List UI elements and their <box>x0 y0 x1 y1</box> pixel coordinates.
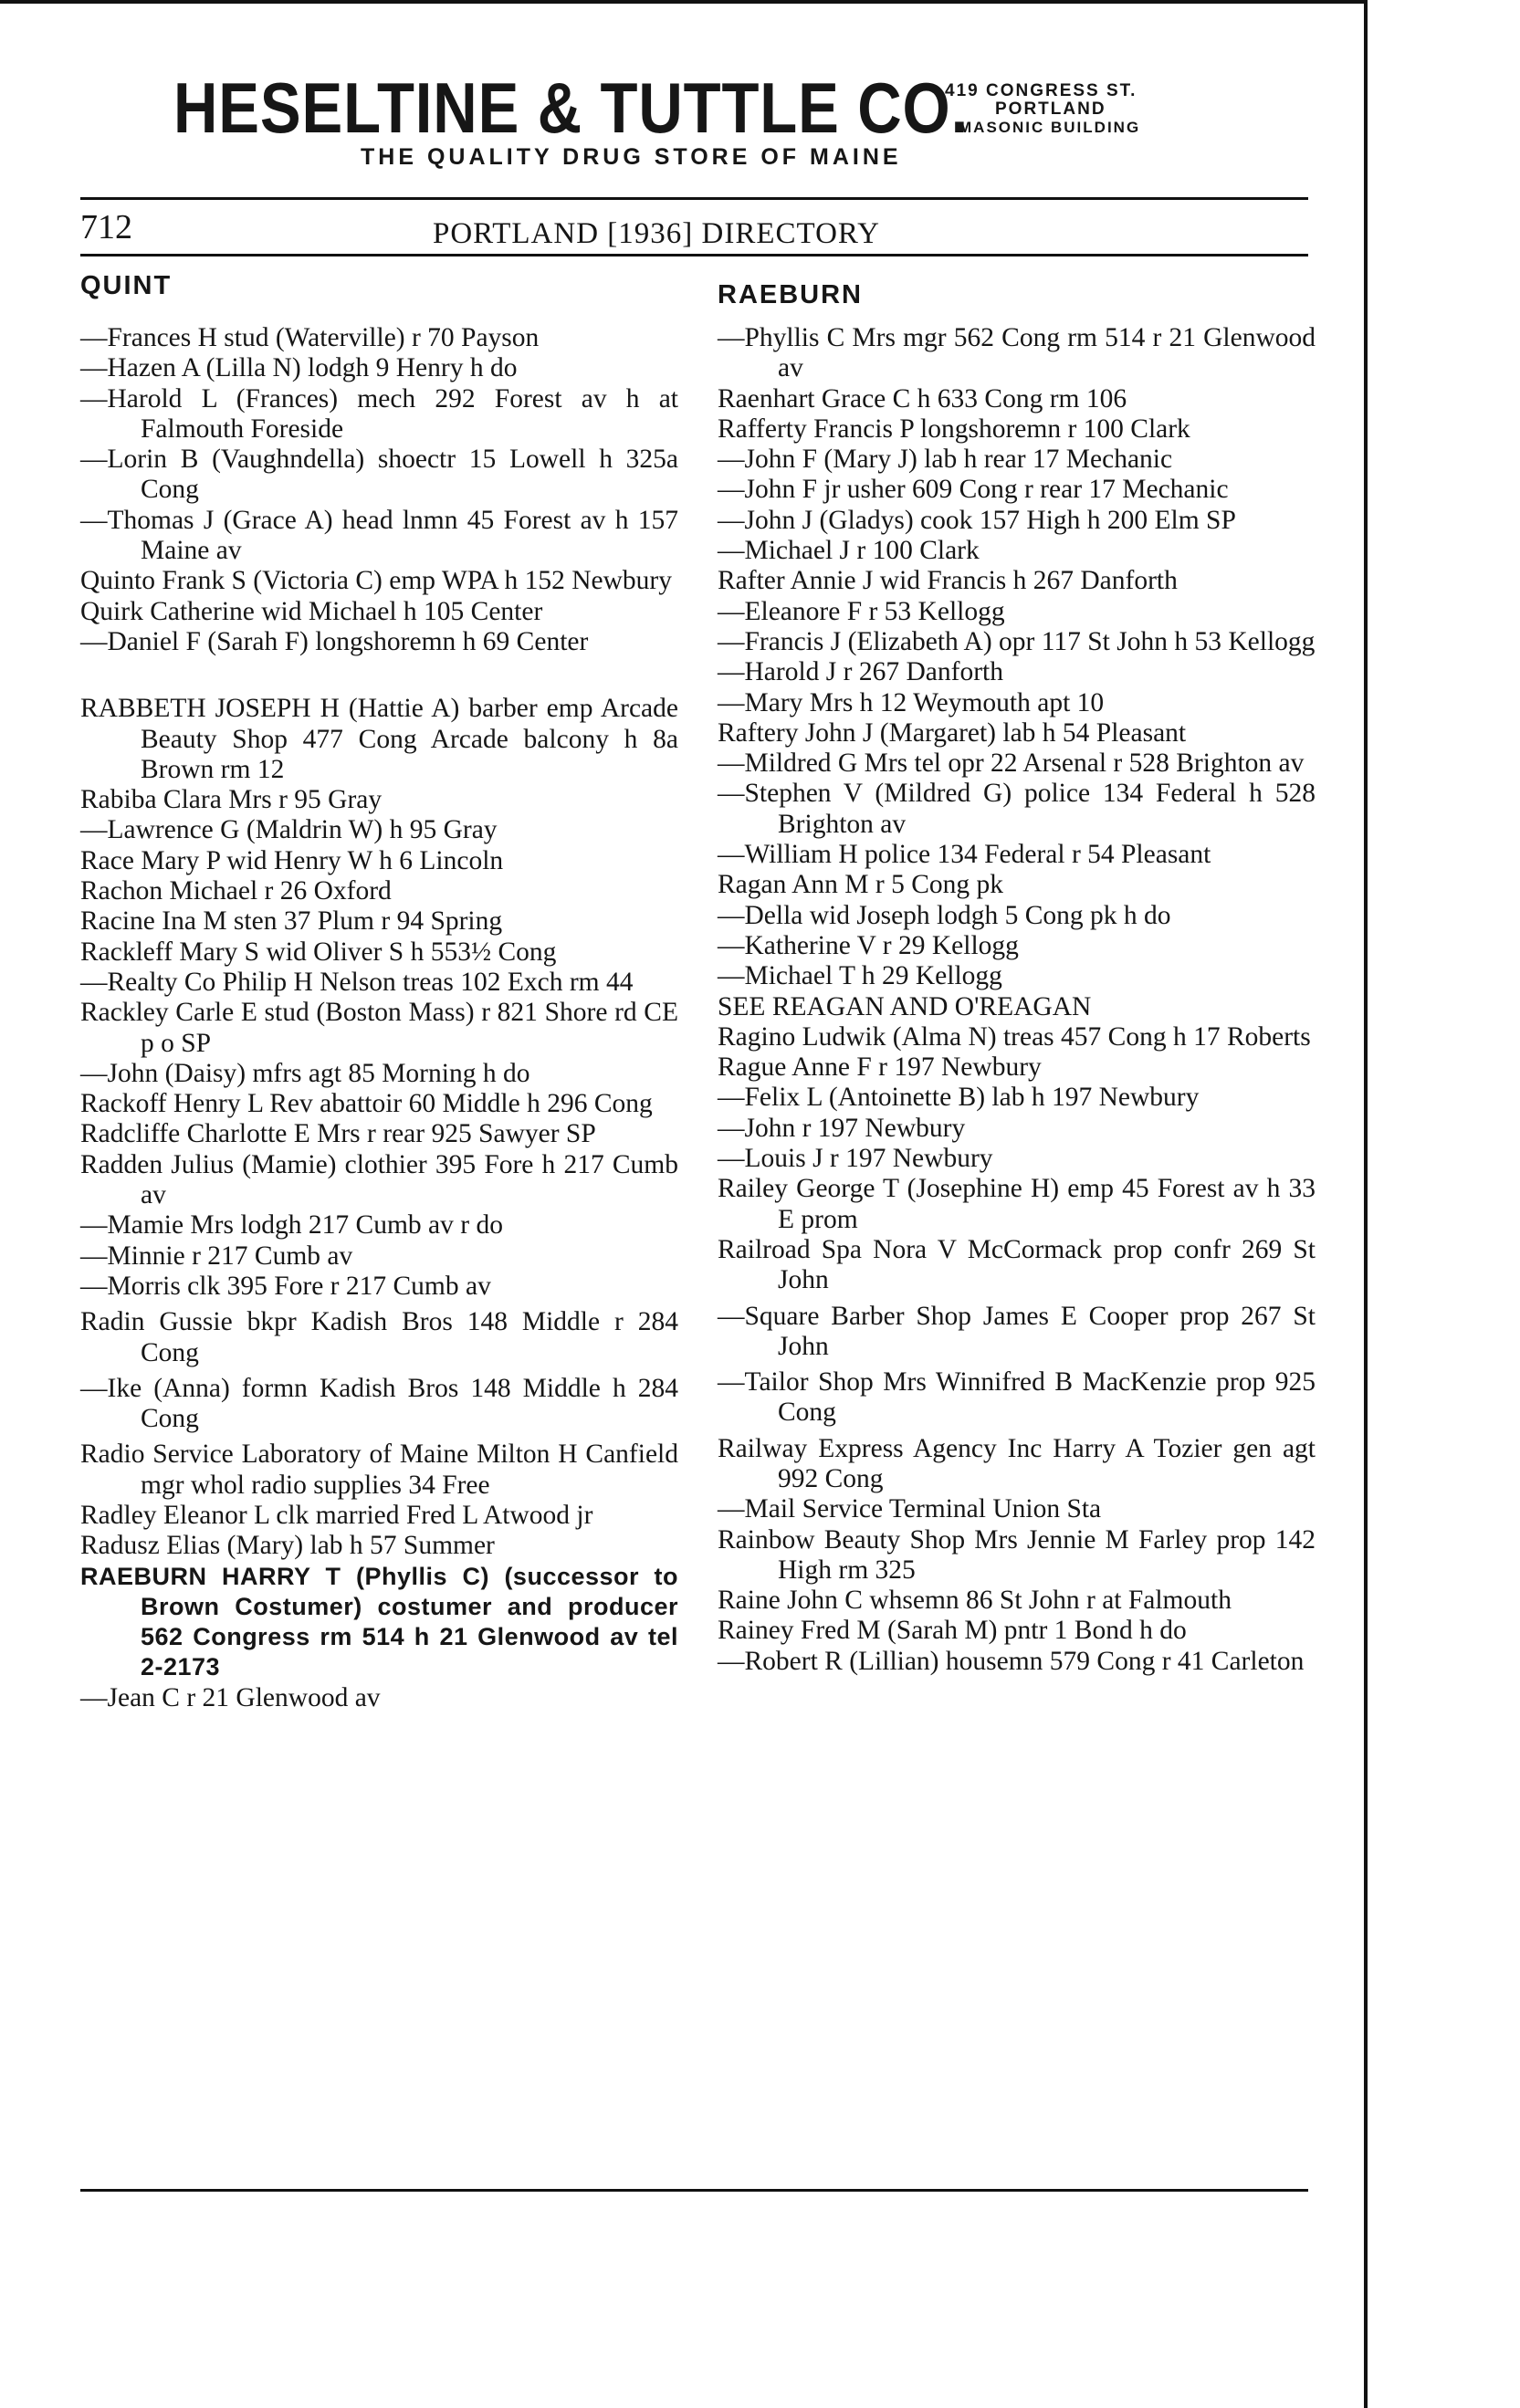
directory-entry: RABBETH JOSEPH H (Hattie A) barber emp Arcade Beauty Shop 477 Cong Arcade balcony h 8a Brown rm 12 <box>80 694 678 784</box>
directory-entry: —Ike (Anna) formn Kadish Bros 148 Middle h 284 Cong <box>80 1373 678 1434</box>
directory-entry: —Minnie r 217 Cumb av <box>80 1241 353 1271</box>
directory-entry: —Daniel F (Sarah F) longshoremn h 69 Center <box>80 626 589 656</box>
advertiser-tagline: THE QUALITY DRUG STORE OF MAINE <box>361 144 902 170</box>
directory-entry: —Felix L (Antoinette B) lab h 197 Newbury <box>718 1083 1200 1113</box>
address-line-street: 419 CONGRESS ST. <box>945 81 1137 100</box>
directory-entry: Radio Service Laboratory of Maine Milton H Canfield mgr whol radio supplies 34 Free <box>80 1440 678 1500</box>
header-rule-bottom <box>80 254 1308 257</box>
directory-entry: Railway Express Agency Inc Harry A Tozier gen agt 992 Cong <box>718 1433 1316 1493</box>
directory-entry: Rague Anne F r 197 Newbury <box>718 1052 1042 1083</box>
address-line-city: PORTLAND <box>995 99 1106 119</box>
directory-entry: —John F (Mary J) lab h rear 17 Mechanic <box>718 445 1173 475</box>
directory-entry: —Mamie Mrs lodgh 217 Cumb av r do <box>80 1210 503 1241</box>
directory-entry: Rafter Annie J wid Francis h 267 Danforth <box>718 566 1178 596</box>
directory-entry: —Lawrence G (Maldrin W) h 95 Gray <box>80 815 498 845</box>
directory-entry: —Frances H stud (Waterville) r 70 Payson <box>80 323 540 352</box>
directory-entry: Raftery John J (Margaret) lab h 54 Pleasant <box>718 717 1187 748</box>
directory-entry: —Eleanore F r 53 Kellogg <box>718 596 1005 626</box>
directory-entry: Radusz Elias (Mary) lab h 57 Summer <box>80 1531 495 1561</box>
left-entry-list <box>80 323 678 1713</box>
directory-entry: —Mildred G Mrs tel opr 22 Arsenal r 528 Brighton av <box>718 749 1305 779</box>
directory-entry: Quirk Catherine wid Michael h 105 Center <box>80 596 543 626</box>
directory-entry: Radley Eleanor L clk married Fred L Atwood jr <box>80 1500 593 1530</box>
advertiser-name: HESELTINE & TUTTLE CO. <box>173 68 970 148</box>
page-border-right <box>1364 0 1368 2408</box>
right-column <box>718 270 1316 1677</box>
directory-entry: —John r 197 Newbury <box>718 1113 966 1143</box>
directory-entry: —Francis J (Elizabeth A) opr 117 St John h 53 Kellogg <box>718 626 1316 656</box>
directory-entry: —John J (Gladys) cook 157 High h 200 Elm SP <box>718 505 1236 535</box>
directory-entry: —Robert R (Lillian) housemn 579 Cong r 41 Carleton <box>718 1646 1305 1676</box>
address-line-building: MASONIC BUILDING <box>959 119 1141 136</box>
page-title: PORTLAND [1936] DIRECTORY <box>433 217 880 250</box>
directory-entry: —Morris clk 395 Fore r 217 Cumb av <box>80 1271 491 1301</box>
directory-entry: Radin Gussie bkpr Kadish Bros 148 Middle r 284 Cong <box>80 1307 678 1367</box>
directory-entry: RAEBURN HARRY T (Phyllis C) (successor to Brown Costumer) costumer and producer 562 Congress rm 514 h 21 Glenwood av tel 2-2173 <box>80 1562 678 1681</box>
directory-entry: —William H police 134 Federal r 54 Pleasant <box>718 840 1211 870</box>
directory-entry: —Phyllis C Mrs mgr 562 Cong rm 514 r 21 Glenwood av <box>718 323 1316 383</box>
left-column <box>80 270 678 1713</box>
directory-entry: —Michael J r 100 Clark <box>718 536 980 566</box>
directory-entry: Rabiba Clara Mrs r 95 Gray <box>80 785 383 815</box>
directory-entry: Ragan Ann M r 5 Cong pk <box>718 870 1004 900</box>
directory-entry: Raine John C whsemn 86 St John r at Falmouth <box>718 1586 1232 1616</box>
directory-entry: Rachon Michael r 26 Oxford <box>80 876 392 906</box>
directory-entry: —Louis J r 197 Newbury <box>718 1144 993 1174</box>
page-number: 712 <box>80 208 132 246</box>
directory-entry: —Katherine V r 29 Kellogg <box>718 930 1019 960</box>
directory-entry: Radcliffe Charlotte E Mrs r rear 925 Sawyer SP <box>80 1119 596 1149</box>
directory-entry: —Stephen V (Mildred G) police 134 Federal h 528 Brighton av <box>718 779 1316 839</box>
directory-entry: —Della wid Joseph lodgh 5 Cong pk h do <box>718 900 1171 930</box>
right-entry-list <box>718 323 1316 1677</box>
page-border-top <box>0 0 1364 4</box>
directory-entry: —Harold J r 267 Danforth <box>718 657 1003 687</box>
header-rule-top <box>80 197 1308 200</box>
directory-entry: —John (Daisy) mfrs agt 85 Morning h do <box>80 1058 530 1088</box>
directory-entry: —Mail Service Terminal Union Sta <box>718 1494 1102 1524</box>
directory-entry: Railroad Spa Nora V McCormack prop confr 269 St John <box>718 1234 1316 1295</box>
directory-entry: Railey George T (Josephine H) emp 45 Forest av h 33 E prom <box>718 1174 1316 1234</box>
directory-entry: Rafferty Francis P longshoremn r 100 Clark <box>718 414 1190 444</box>
directory-entry: Racine Ina M sten 37 Plum r 94 Spring <box>80 906 503 937</box>
directory-entry: —Realty Co Philip H Nelson treas 102 Exch rm 44 <box>80 967 634 997</box>
directory-entry: —Thomas J (Grace A) head lnmn 45 Forest av h 157 Maine av <box>80 505 678 566</box>
directory-entry: Radden Julius (Mamie) clothier 395 Fore h 217 Cumb av <box>80 1149 678 1210</box>
directory-entry: Rackley Carle E stud (Boston Mass) r 821 Shore rd CE p o SP <box>80 998 678 1058</box>
directory-entry: Raenhart Grace C h 633 Cong rm 106 <box>718 383 1127 414</box>
directory-entry: —Harold L (Frances) mech 292 Forest av h at Falmouth Foreside <box>80 383 678 444</box>
directory-entry: Rainey Fred M (Sarah M) pntr 1 Bond h do <box>718 1616 1187 1646</box>
column-heading: QUINT <box>80 271 173 300</box>
directory-entry: —Jean C r 21 Glenwood av <box>80 1682 381 1712</box>
directory-entry: —Lorin B (Vaughndella) shoectr 15 Lowell h 325a Cong <box>80 445 678 505</box>
advertisement-banner <box>173 68 1251 181</box>
column-heading: RAEBURN <box>718 280 863 309</box>
directory-entry: —Square Barber Shop James E Cooper prop 267 St John <box>718 1301 1316 1361</box>
directory-entry: Quinto Frank S (Victoria C) emp WPA h 152 Newbury <box>80 566 673 596</box>
directory-entry: —Michael T h 29 Kellogg <box>718 961 1002 991</box>
directory-entry: Ragino Ludwik (Alma N) treas 457 Cong h 17 Roberts <box>718 1021 1311 1052</box>
directory-entry: Rackleff Mary S wid Oliver S h 553½ Cong <box>80 937 557 967</box>
directory-entry: Rackoff Henry L Rev abattoir 60 Middle h 296 Cong <box>80 1089 653 1119</box>
directory-entry: —Tailor Shop Mrs Winnifred B MacKenzie prop 925 Cong <box>718 1367 1316 1428</box>
advertiser-address <box>945 82 1140 137</box>
directory-entry: Race Mary P wid Henry W h 6 Lincoln <box>80 845 504 875</box>
directory-entry: SEE REAGAN AND O'REAGAN <box>718 991 1092 1021</box>
directory-entry: —Mary Mrs h 12 Weymouth apt 10 <box>718 687 1105 717</box>
directory-entry: —John F jr usher 609 Cong r rear 17 Mechanic <box>718 475 1229 505</box>
directory-entry: —Hazen A (Lilla N) lodgh 9 Henry h do <box>80 353 518 383</box>
footer-rule <box>80 2189 1308 2192</box>
directory-entry: Rainbow Beauty Shop Mrs Jennie M Farley prop 142 High rm 325 <box>718 1524 1316 1585</box>
